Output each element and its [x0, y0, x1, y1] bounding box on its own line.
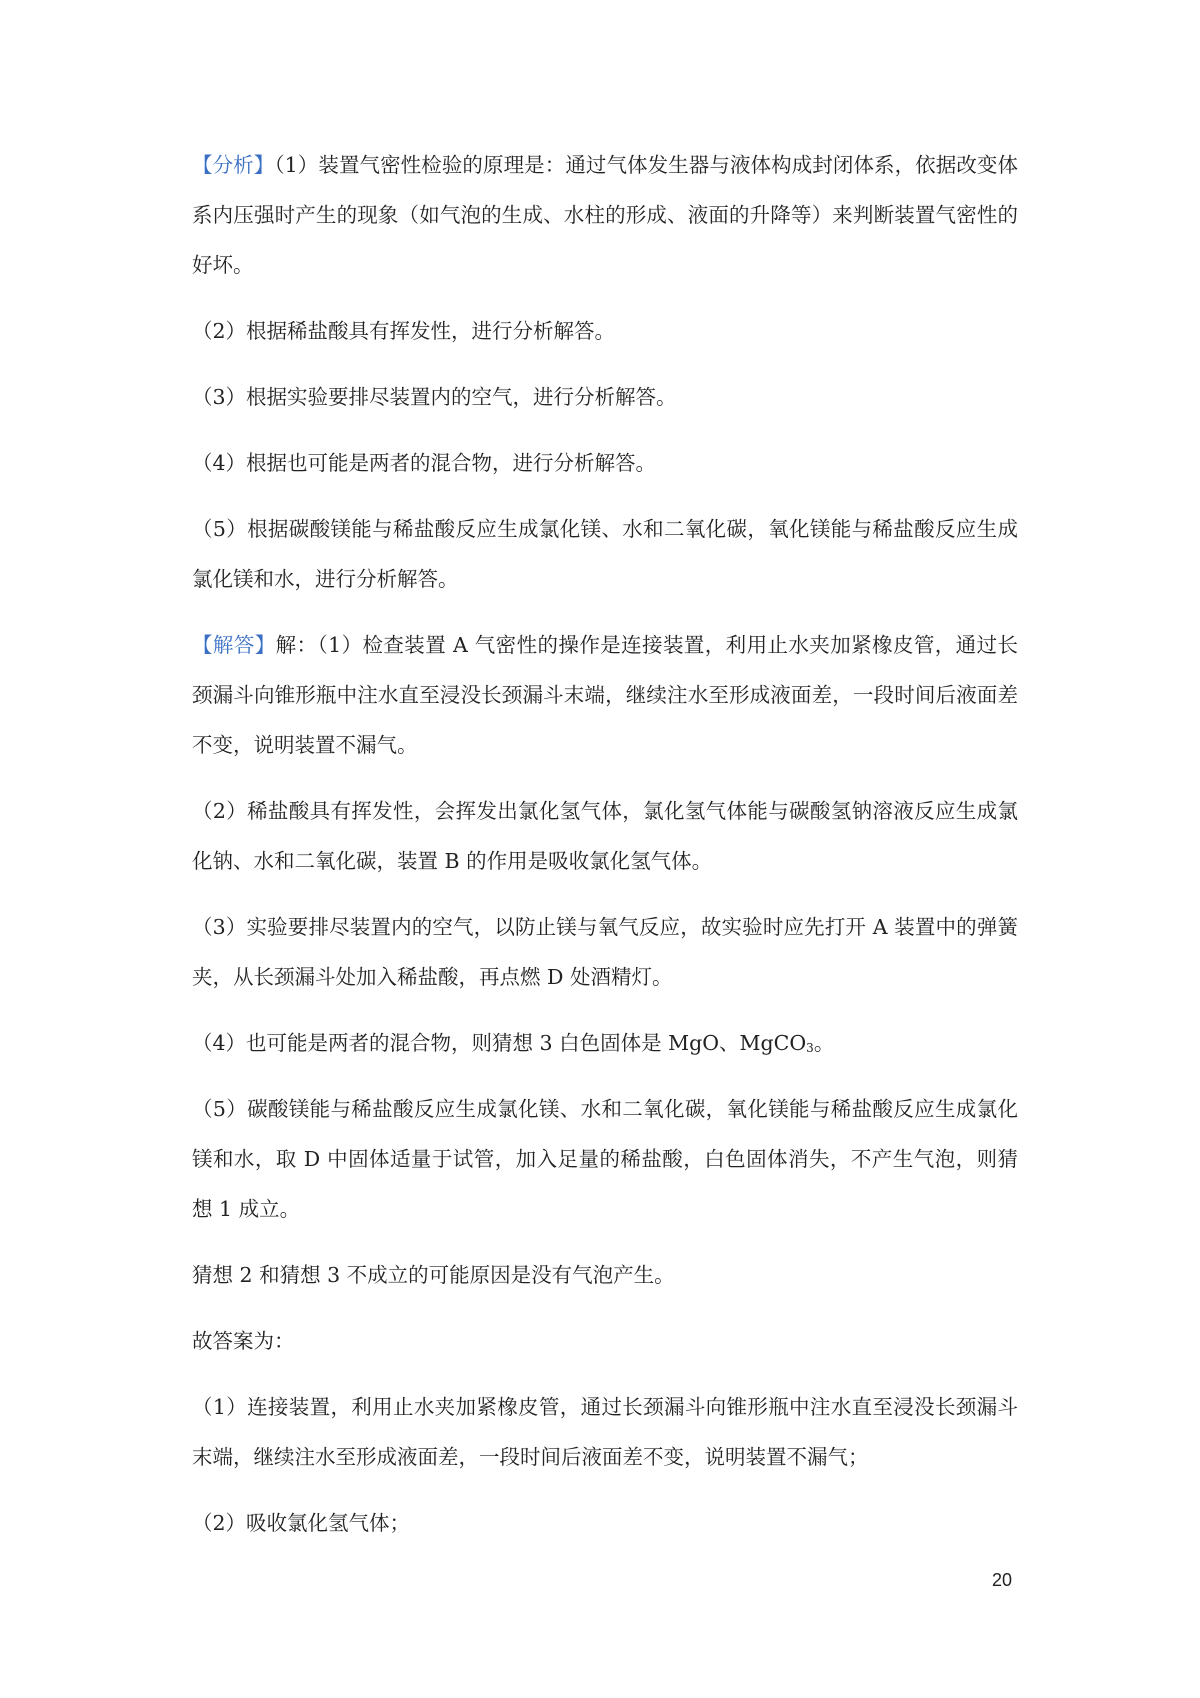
- answer-text-4-end: 。: [813, 1031, 835, 1055]
- analysis-paragraph-4: （4）根据也可能是两者的混合物，进行分析解答。: [192, 451, 657, 475]
- analysis-tag: 【分析】: [192, 153, 275, 177]
- answer-tag: 【解答】: [192, 633, 276, 657]
- answer-paragraph-7: 故答案为：: [192, 1329, 295, 1353]
- analysis-paragraph-3: （3）根据实验要排尽装置内的空气，进行分析解答。: [192, 385, 677, 409]
- analysis-paragraph-1: [192, 140, 1018, 290]
- analysis-paragraph-5: （5）根据碳酸镁能与稀盐酸反应生成氯化镁、水和二氧化碳，氧化镁能与稀盐酸反应生成氯化镁和水，进行分析解答。: [192, 517, 1018, 591]
- subscript-3: 3: [806, 1041, 814, 1055]
- answer-paragraph-3: （3）实验要排尽装置内的空气，以防止镁与氧气反应，故实验时应先打开 A 装置中的弹簧夹，从长颈漏斗处加入稀盐酸，再点燃 D 处酒精灯。: [192, 915, 1018, 989]
- page-number: 20: [992, 1570, 1013, 1590]
- answer-paragraph-4: [192, 1018, 1018, 1068]
- answer-paragraph-6: 猜想 2 和猜想 3 不成立的可能原因是没有气泡产生。: [192, 1263, 675, 1287]
- analysis-text-1: （1）装置气密性检验的原理是：通过气体发生器与液体构成封闭体系，依据改变体系内压强时产生的现象（如气泡的生成、水柱的形成、液面的升降等）来判断装置气密性的好坏。: [192, 153, 1019, 277]
- answer-paragraph-2: （2）稀盐酸具有挥发性，会挥发出氯化氢气体，氯化氢气体能与碳酸氢钠溶液反应生成氯化钠、水和二氧化碳，装置 B 的作用是吸收氯化氢气体。: [192, 799, 1018, 873]
- answer-text-1: 解：（1）检查装置 A 气密性的操作是连接装置，利用止水夹加紧橡皮管，通过长颈漏斗向锥形瓶中注水直至浸没长颈漏斗末端，继续注水至形成液面差，一段时间后液面差不变，说明装置不漏气。: [192, 633, 1018, 757]
- analysis-paragraph-2: （2）根据稀盐酸具有挥发性，进行分析解答。: [192, 319, 616, 343]
- answer-paragraph-8: （1）连接装置，利用止水夹加紧橡皮管，通过长颈漏斗向锥形瓶中注水直至浸没长颈漏斗末端，继续注水至形成液面差，一段时间后液面差不变，说明装置不漏气；: [192, 1395, 1018, 1469]
- answer-paragraph-5: （5）碳酸镁能与稀盐酸反应生成氯化镁、水和二氧化碳，氧化镁能与稀盐酸反应生成氯化镁和水，取 D 中固体适量于试管，加入足量的稀盐酸，白色固体消失，不产生气泡，则猜想 1 成立。: [192, 1097, 1018, 1221]
- answer-text-4: （4）也可能是两者的混合物，则猜想 3 白色固体是 MgO、MgCO: [192, 1031, 807, 1055]
- answer-paragraph-9: （2）吸收氯化氢气体；: [192, 1511, 411, 1535]
- document-body: [192, 140, 1018, 1564]
- answer-paragraph-1: [192, 620, 1018, 770]
